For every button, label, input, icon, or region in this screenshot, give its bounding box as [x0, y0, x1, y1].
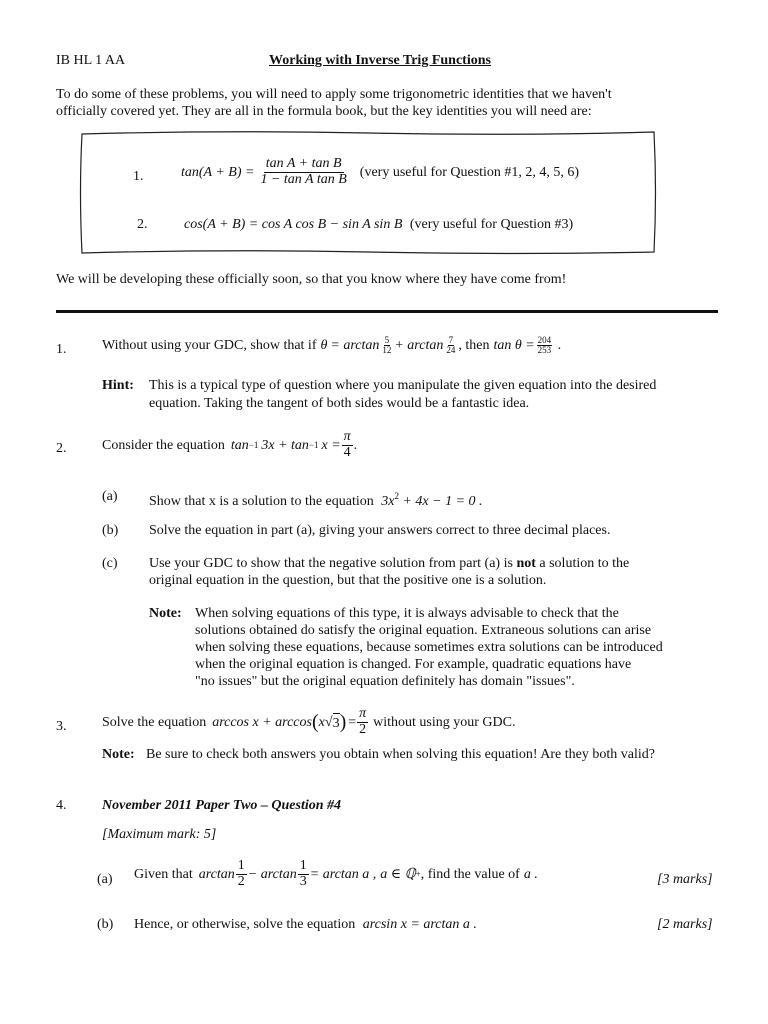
q3-frac-pi-2	[357, 707, 368, 737]
q4-frac-1-den: 2	[237, 873, 245, 889]
q4-heading: November 2011 Paper Two – Question #4	[102, 798, 342, 813]
q2-part-b-text: Solve the equation in part (a), giving your answers correct to three decimal places.	[149, 523, 611, 538]
q1-hint-line-1: This is a typical type of question where you manipulate the given equation into the desired	[149, 378, 657, 393]
q4-part-a-eq: = arctan a ,	[309, 866, 377, 882]
q2-part-a-eq-1: 3x	[381, 494, 395, 509]
q3-text: Solve the equation	[102, 714, 207, 730]
q2-part-c-not: not	[516, 556, 536, 571]
q2-part-a: Show that x is a solution to the equation $3x^2 + 4x - 1 = 0$ .	[149, 491, 483, 509]
q4-frac-2-num: 1	[299, 858, 307, 873]
q1-number: 1.	[56, 342, 67, 357]
q1-frac-1-den: 12	[382, 345, 392, 356]
q2-four: 4	[343, 444, 351, 460]
q1-frac-2-num: 7	[448, 335, 454, 345]
q2-text: Consider the equation	[102, 437, 225, 453]
course-label: IB HL 1 AA	[56, 53, 126, 68]
q3-after: without using your GDC.	[373, 714, 516, 730]
q2-part-c-label: (c)	[102, 556, 118, 571]
q1-statement: Without using your GDC, show that if θ = arctan $\frac{5}{12}$ + arctan $\frac{7}{24}$ , then tan θ = $\frac{204}{253}$ .	[102, 335, 562, 356]
identity-1-formula	[181, 157, 579, 187]
q4-part-b-label: (b)	[97, 917, 114, 932]
q4-part-a: Given that arctan $\frac{1}{2}$ − arctan $\frac{1}{3}$ = arctan a , a ∈ ℚ + , find the value of a .	[134, 858, 538, 889]
q2-part-c-line-1	[149, 555, 629, 572]
q2-number: 2.	[56, 441, 67, 456]
intro-line-2: officially covered yet. They are all in the formula book, but the key identities you will need are:	[56, 104, 592, 119]
q4-part-a-text: Given that	[134, 866, 193, 882]
q2-eq-b: 3x + tan	[261, 437, 309, 453]
q3-two: 2	[359, 721, 367, 737]
q2-note-line-3: when solving these equations, because sometimes extra solutions can be introduced	[195, 640, 663, 655]
q1-frac-2	[444, 336, 457, 356]
q1-plus: + arctan	[394, 338, 444, 354]
q2-statement: Consider the equation tan −1 3x + tan −1 x = $\frac{\pi}{4}$ .	[102, 429, 358, 460]
q4-part-b-eq: arcsin x = arctan a .	[362, 917, 477, 932]
q2-part-c-text-a: Use your GDC to show that the negative solution from part (a) is	[149, 556, 513, 571]
q1-hint-label: Hint:	[102, 378, 134, 393]
q1-frac-2-den: 24	[446, 345, 456, 356]
q1-eq: = arctan	[330, 338, 380, 354]
q3-note-label: Note:	[102, 747, 135, 762]
q2-eq-a: tan	[230, 437, 249, 453]
q4-part-a-find: , find the value of	[420, 866, 520, 882]
q4-frac-2-den: 3	[299, 873, 307, 889]
q4-part-a-arctan-1: arctan	[198, 866, 235, 882]
q1-frac-1	[380, 336, 393, 356]
q2-pi: π	[343, 429, 351, 444]
q4-frac-1-2	[236, 859, 247, 889]
q2-part-b-label: (b)	[102, 523, 119, 538]
q1-theta: θ	[320, 338, 328, 354]
q4-part-a-in: a ∈ ℚ	[380, 866, 416, 882]
q1-tan-theta: tan θ =	[493, 338, 535, 354]
intro-line-1: To do some of these problems, you will need to apply some trigonometric identities that we haven't	[56, 87, 612, 102]
q3-eq-a: arccos x + arccos	[212, 714, 312, 730]
q2-part-a-label: (a)	[102, 489, 118, 504]
identity-1-number: 1.	[133, 169, 144, 184]
q2-part-c-line-2: original equation in the question, but that the positive one is a solution.	[149, 573, 547, 588]
q2-eq-c: x =	[321, 437, 341, 453]
q3-note-text: Be sure to check both answers you obtain when solving this equation! Are they both valid?	[146, 747, 655, 762]
q1-frac-3-num: 204	[537, 335, 552, 345]
q1-frac-1-num: 5	[384, 335, 390, 345]
identity-1-denominator: 1 − tan A tan B	[260, 171, 347, 187]
q2-note-line-1: When solving equations of this type, it is always advisable to check that the	[195, 606, 619, 621]
q3-statement: Solve the equation arccos x + arccos ( x √ 3 ) = $\frac{\pi}{2}$ without using your GDC.	[102, 706, 516, 737]
identity-1-numerator: tan A + tan B	[265, 156, 342, 171]
q2-note-label: Note:	[149, 606, 182, 621]
q1-frac-3-den: 253	[537, 345, 552, 356]
q4-number: 4.	[56, 798, 67, 813]
q4-part-a-var: a .	[523, 866, 538, 882]
q2-part-a-eq-2: + 4x − 1 = 0 .	[402, 494, 483, 509]
q2-note-line-5: "no issues" but the original equation definitely has domain "issues".	[195, 674, 575, 689]
q3-eq-eq: =	[348, 714, 357, 730]
identity-2-rhs: cos A cos B − sin A sin B	[261, 217, 403, 232]
identity-2-note: (very useful for Question #3)	[409, 217, 574, 232]
q3-eq-x: x	[318, 714, 325, 730]
identity-2-formula	[184, 216, 573, 233]
q2-part-c-text-b: a solution to the	[539, 556, 630, 571]
q1-then: , then	[458, 338, 490, 354]
worksheet-title: Working with Inverse Trig Functions	[269, 53, 491, 68]
q3-number: 3.	[56, 719, 67, 734]
identity-1-note: (very useful for Question #1, 2, 4, 5, 6)	[359, 164, 580, 180]
q4-part-b	[134, 916, 477, 933]
developing-note: We will be developing these officially soon, so that you know where they have come from!	[56, 272, 567, 287]
q3-pi: π	[359, 706, 367, 721]
q4-part-a-minus: − arctan	[247, 866, 297, 882]
q4-frac-1-3	[298, 859, 309, 889]
q2-frac-pi-4	[342, 430, 353, 460]
identity-1-fraction	[258, 157, 348, 187]
q1-hint-line-2: equation. Taking the tangent of both sides would be a fantastic idea.	[149, 396, 530, 411]
q4-part-a-marks: [3 marks]	[657, 872, 713, 887]
section-divider	[56, 310, 718, 313]
identity-2-lhs: cos(A + B) =	[184, 217, 259, 232]
q1-frac-3	[536, 336, 554, 356]
identity-box-border	[78, 128, 658, 256]
q4-part-b-text: Hence, or otherwise, solve the equation	[134, 917, 356, 932]
q4-part-a-label: (a)	[97, 872, 113, 887]
q2-note-line-4: when the original equation is changed. For example, quadratic equations have	[195, 657, 632, 672]
identity-1-lhs: tan(A + B) =	[181, 164, 255, 180]
identity-2-number: 2.	[137, 217, 148, 232]
q4-max-mark: [Maximum mark: 5]	[102, 827, 217, 842]
q1-text: Without using your GDC, show that if	[102, 338, 317, 354]
q3-eq-root: 3	[333, 713, 340, 732]
q4-part-b-marks: [2 marks]	[657, 917, 713, 932]
q4-frac-1-num: 1	[237, 858, 245, 873]
q2-part-a-text: Show that x is a solution to the equation	[149, 494, 374, 509]
q2-note-line-2: solutions obtained do satisfy the original equation. Extraneous solutions can arise	[195, 623, 652, 638]
